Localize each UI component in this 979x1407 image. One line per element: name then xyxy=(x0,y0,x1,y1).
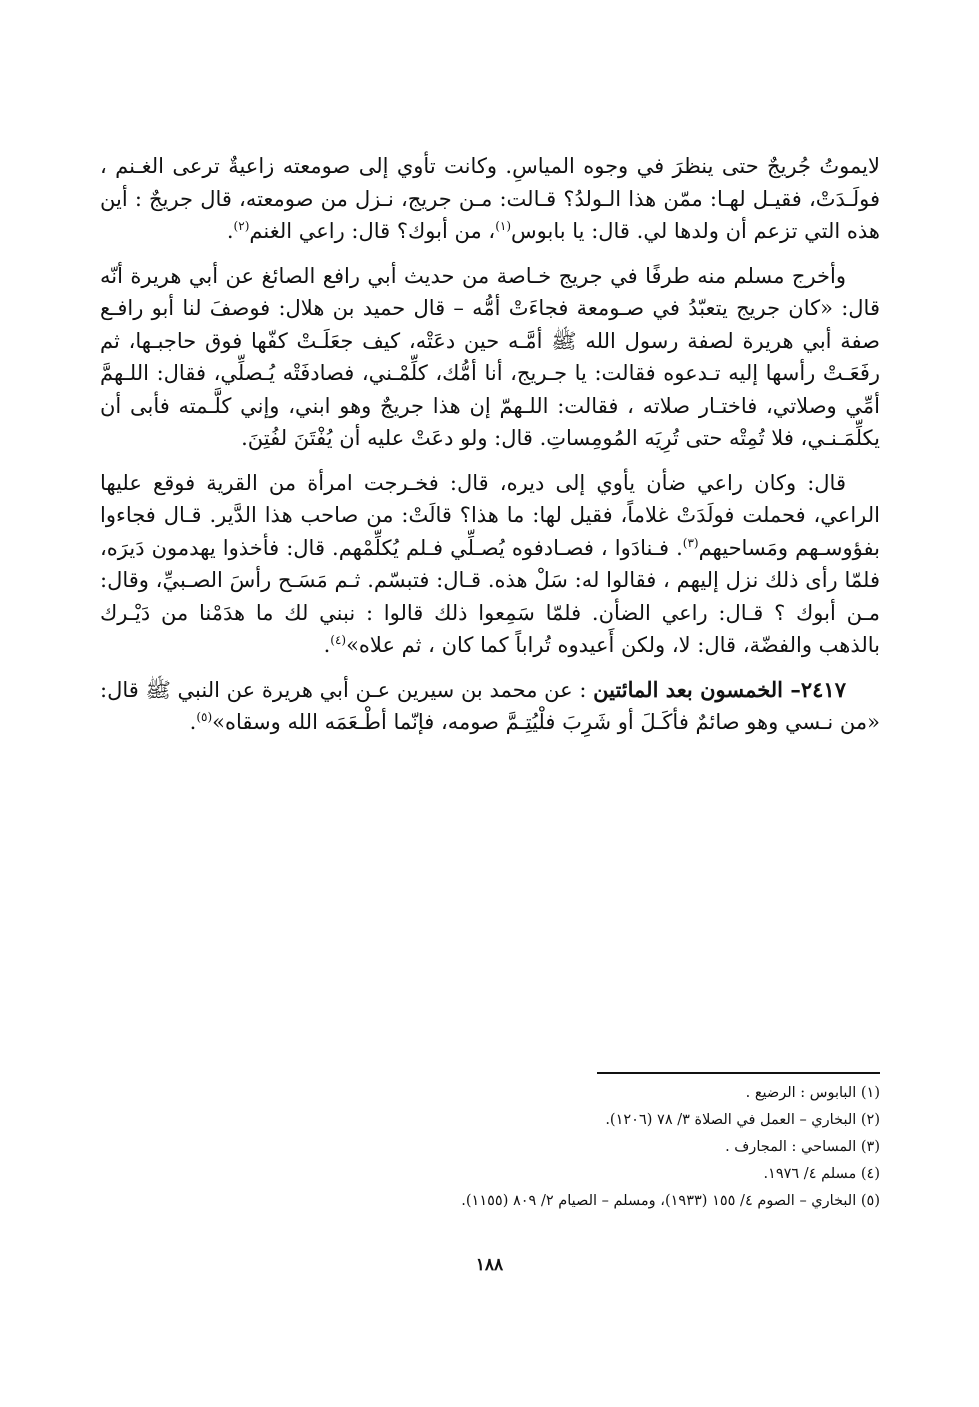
footnote-ref-2: (٢) xyxy=(233,219,250,233)
paragraph-2-text: وأخرج مسلم منه طرفًا في جريج خـاصة من حديث أبي رافع الصائغ عن أبي هريرة أنّه قال: «كان جريج يتعبّدُ في صـومعة فجاءَتْ أمُّه – قال حميد بن هلال: فوصفَ لنا أبو رافـع صفة أبي هريرة لصفة رسول الله ﷺ أمَّـه حين دعَتْه، كيف جعَلَـتْ كفّها فوق حاجبـها، ثم رفَعَـتْ رأسها إليه تـدعوه فقالت: يا جـريج، أنا أمُّك، كلِّمْـني، فصادفَتْه يُـصلِّي، فقال: اللـهمَّ أمِّي وصلاتي، فاختـار صلاته ، فقالت: اللـهمّ إن هذا جريجٌ وهو ابني، وإني كلَّـمته فأبى أن يكلِّمَـنـي، فلا تُمِتْه حتى تُرِيَه المُومِساتِ. قال: ولو دعَتْ عليه أن يُفْتَنَ لفُتِنَ. xyxy=(100,263,880,450)
footnote-ref-3: (٣) xyxy=(682,535,699,550)
footnote-1: (١) البابوس : الرضيع . xyxy=(745,1085,880,1101)
footnote-2: (٢) البخاري – العمل في الصلاة ٣/ ٧٨ (١٢٠٦). xyxy=(605,1112,880,1128)
paragraph-1-text-2: ، من أبوك؟ قال: راعي الغنم xyxy=(249,219,496,243)
footnote-ref-1: (١) xyxy=(495,219,512,233)
paragraph-1-text-3: . xyxy=(226,219,234,243)
page-body xyxy=(100,150,880,751)
footnotes xyxy=(280,1080,880,1215)
footnote-divider xyxy=(597,1072,880,1074)
paragraph-3-text: قال: وكان راعي ضأن يأوي إلى ديره، قال: فخـرجت امرأة من القرية فوقع عليها الراعي، فحملت فولَدَتْ غلاماً، فقيل لها: ما هذا؟ قالَتْ: من صاحب هذا الدَّير. قـال فجاءوا بفؤوسـهم ومَساحيهم xyxy=(100,470,880,560)
page-number: ١٨٨ xyxy=(475,1255,504,1275)
paragraph-4-text: : عن محمد بن سيرين عـن أبي هريرة عن النبي ﷺ قال: «من نـسي وهو صائمٌ فأكَـلَ أو شَرِبَ فلْيُتِـمَّ صومه، فإنّما أطْـعَمَه الله وسقاه» xyxy=(100,677,880,734)
paragraph-1 xyxy=(100,150,880,248)
footnote-5: (٥) البخاري – الصوم ٤/ ١٥٥ (١٩٣٣)، ومسلم – الصيام ٢/ ٨٠٩ (١١٥٥). xyxy=(461,1193,880,1209)
paragraph-3-text-3: . xyxy=(323,633,331,657)
paragraph-3 xyxy=(100,467,880,662)
paragraph-4-text-2: . xyxy=(189,710,197,734)
paragraph-1-text: لايموتُ جُريجٌ حتى ينظرَ في وجوه المياسِ. وكانت تأوي إلى صومعته زاعيةٌ ترعى الغـنم ، فولَـدَتْ، فقيـل لهـا: ممّن هذا الـولدُ؟ قـالت: مـن جريج، نـزل من صومعته، قال جريجٌ : أين هذه التي تزعم أن ولدها لي. قال: يا بابوس xyxy=(100,154,880,243)
footnote-ref-5: (٥) xyxy=(196,710,213,724)
paragraph-3-text-2: . فـنادَوا ، فصـادفوه يُصـلِّي فـلم يُكلِّمْهم. قال: فأخذوا يهدمون دَيرَه، فلمّا رأى ذلك نزل إليهم ، فقالوا له: سَلْ هذه. قـال: فتبسّم. ثـم مَسَـح رأسَ الصـبيِّ، وقال: مـن أبوك ؟ قـال: راعي الضأن. فلمّا سَمِعوا ذلك قالوا : نبني لك ما هدَمْنا من دَيْـرك بالذهب والفضّة، قال: لا، ولكن أَعيدوه تُراباً كما كان ، ثم علاه» xyxy=(100,535,880,657)
footnote-4: (٤) مسلم ٤/ ١٩٧٦. xyxy=(763,1166,880,1182)
footnote-3: (٣) المساحي : المجارف . xyxy=(725,1139,880,1155)
hadith-number: ٢٤١٧– الخمسون بعد المائتين xyxy=(593,676,846,702)
paragraph-2 xyxy=(100,260,880,455)
paragraph-4 xyxy=(100,674,880,739)
footnote-ref-4: (٤) xyxy=(330,633,347,647)
